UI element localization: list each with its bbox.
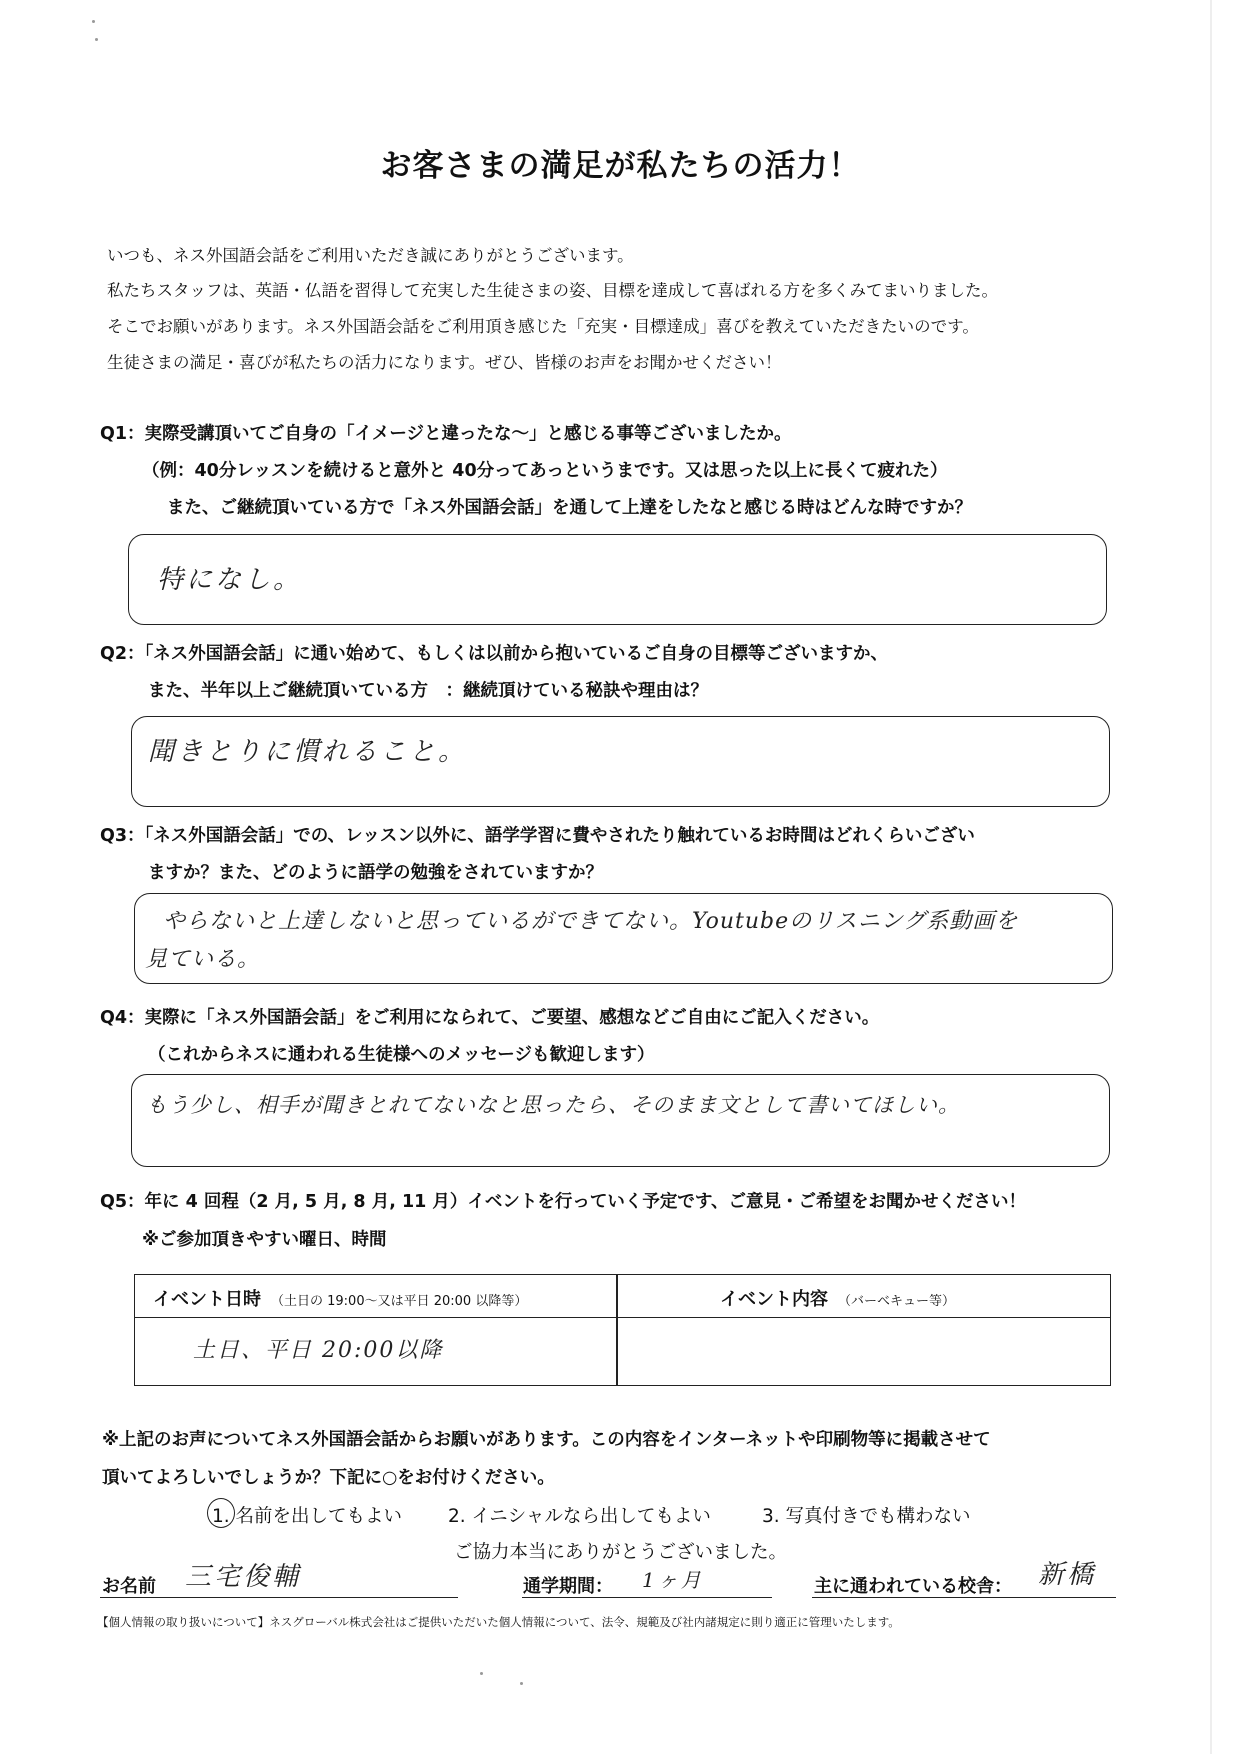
- q4-question: Q4：実際に「ネス外国語会話」をご利用になられて、ご要望、感想などご自由にご記入ください。: [100, 1008, 880, 1028]
- q1-example: （例：40分レッスンを続けると意外と 40分ってあっというまです。又は思った以上に長くて疲れた）: [142, 461, 948, 481]
- q2-answer-box[interactable]: [131, 716, 1110, 807]
- intro-line-2: 私たちスタッフは、英語・仏語を習得して充実した生徒さまの姿、目標を達成して喜ばれる方を多くみてまいりました。: [107, 281, 998, 300]
- q5-note: ※ご参加頂きやすい曜日、時間: [142, 1230, 387, 1250]
- event-table-divider: [616, 1275, 618, 1385]
- thanks-message: ご協力本当にありがとうございました。: [453, 1542, 787, 1563]
- name-label: お名前: [102, 1576, 156, 1597]
- name-underline: [100, 1597, 458, 1598]
- name-value[interactable]: 三宅俊輔: [185, 1562, 302, 1592]
- event-content-header-label: イベント内容: [720, 1289, 828, 1310]
- intro-line-3: そこでお願いがあります。ネス外国語会話をご利用頂き感じた「充実・目標達成」喜びを教えていただきたいのです。: [107, 317, 979, 336]
- school-value[interactable]: 新橋: [1038, 1560, 1097, 1590]
- q1-answer-box[interactable]: [128, 534, 1107, 625]
- event-content-header: [720, 1285, 955, 1311]
- q1-answer: 特になし。: [157, 565, 303, 595]
- event-datetime-header: [153, 1285, 527, 1311]
- intro-line-1: いつも、ネス外国語会話をご利用いただき誠にありがとうございます。: [107, 246, 634, 265]
- scan-speck: [480, 1672, 483, 1675]
- page-title: お客さまの満足が私たちの活力！: [380, 148, 861, 184]
- scan-speck: [95, 38, 98, 41]
- q3-answer-line-2: 見ている。: [145, 947, 261, 972]
- option-initials-ok[interactable]: 2. イニシャルなら出してもよい: [448, 1506, 711, 1527]
- q1-followup: また、ご継続頂いている方で「ネス外国語会話」を通して上達をしたなと感じる時はどんな時ですか？: [167, 498, 972, 518]
- q2-question: Q2：「ネス外国語会話」に通い始めて、もしくは以前から抱いているご自身の目標等ございますか、: [100, 644, 888, 664]
- scan-edge: [1210, 0, 1212, 1754]
- q3-answer-box[interactable]: [134, 893, 1113, 984]
- q4-followup: （これからネスに通われる生徒様へのメッセージも歓迎します）: [148, 1045, 655, 1065]
- consent-notice-line-1: ※上記のお声についてネス外国語会話からお願いがあります。この内容をインターネットや印刷物等に掲載させて: [102, 1430, 991, 1450]
- q4-answer: もう少し、相手が聞きとれてないなと思ったら、そのまま文として書いてほしい。: [146, 1093, 960, 1117]
- scan-speck: [92, 20, 95, 23]
- q3-answer-line-1: やらないと上達しないと思っているができてない。Youtubeのリスニング系動画を: [163, 909, 1019, 934]
- privacy-notice: 【個人情報の取り扱いについて】ネスグローバル株式会社はご提供いただいた個人情報について、法令、規範及び社内諸規定に則り適正に管理いたします。: [97, 1615, 900, 1629]
- option-photo-ok[interactable]: 3. 写真付きでも構わない: [762, 1506, 971, 1527]
- event-datetime-header-note: （土日の 19:00～又は平日 20:00 以降等）: [271, 1294, 528, 1309]
- q5-question: Q5：年に 4 回程（2 月, 5 月, 8 月, 11 月）イベントを行っていく予定です、ご意見・ご希望をお聞かせください！: [100, 1192, 1026, 1212]
- intro-line-4: 生徒さまの満足・喜びが私たちの活力になります。ぜひ、皆様のお声をお聞かせください！: [107, 353, 782, 372]
- q3-question: Q3：「ネス外国語会話」での、レッスン以外に、語学学習に費やされたり触れているお時間はどれくらいござい: [100, 826, 975, 846]
- q2-answer: 聞きとりに慣れること。: [148, 737, 468, 767]
- period-label: 通学期間：: [523, 1576, 613, 1597]
- event-table: [134, 1274, 1111, 1386]
- consent-notice-line-2: 頂いてよろしいでしょうか？下記に○をお付けください。: [102, 1468, 555, 1488]
- period-underline: [522, 1597, 772, 1598]
- school-label: 主に通われている校舎：: [814, 1576, 1012, 1597]
- q3-followup: ますか？また、どのように語学の勉強をされていますか？: [148, 863, 603, 883]
- event-datetime-answer[interactable]: 土日、平日 20:00以降: [193, 1338, 444, 1363]
- q1-question: Q1：実際受講頂いてご自身の「イメージと違ったな～」と感じる事等ございましたか。: [100, 424, 792, 444]
- q2-followup: また、半年以上ご継続頂いている方 ：継続頂けている秘訣や理由は？: [148, 681, 708, 701]
- option-name-ok[interactable]: 1. 名前を出してもよい: [212, 1506, 403, 1527]
- scan-speck: [520, 1682, 523, 1685]
- school-underline: [812, 1597, 1116, 1598]
- period-value[interactable]: 1ヶ月: [642, 1568, 704, 1592]
- event-datetime-header-label: イベント日時: [153, 1289, 261, 1310]
- q4-answer-box[interactable]: [131, 1074, 1110, 1167]
- event-content-header-note: （バーベキュー等）: [838, 1294, 956, 1309]
